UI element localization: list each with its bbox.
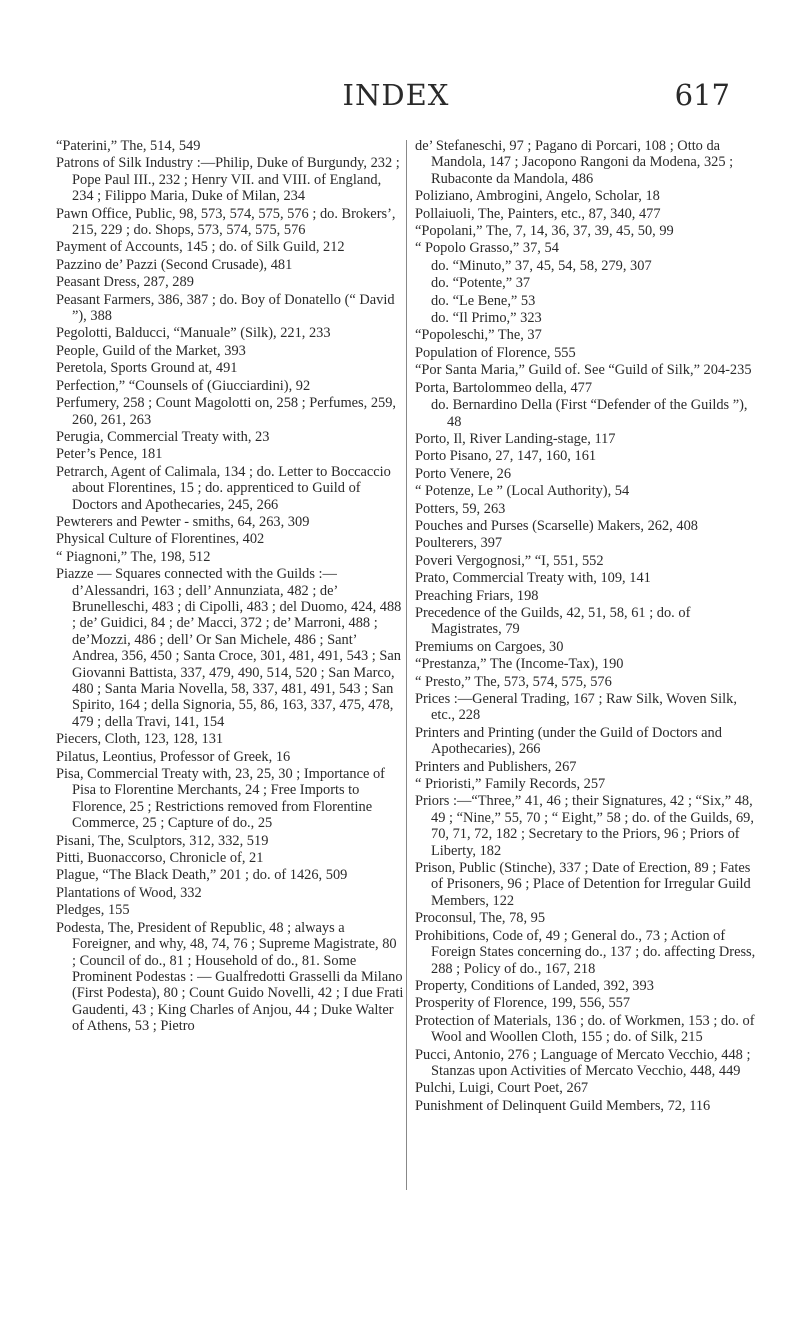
index-entry: Piazze — Squares connected with the Guilds :—d’Alessandri, 163 ; dell’ Annunziata, 482 ; de’ Brunelleschi, 483 ; di Cipolli, 483 ; del Duomo, 424, 488 ; de’ Guidici, 84 ; de’ Macci, 372 ; de’ Marroni, 488 ; de’Mozzi, 486 ; dell’ Or San Michele, 486 ; Sant’ Andrea, 356, 450 ; Santa Croce, 301, 481, 491, 543 ; San Giovanni Battista, 337, 479, 490, 514, 520 ; San Marco, 480 ; Santa Maria Novella, 58, 337, 481, 491, 543 ; San Spirito, 164 ; della Signoria, 55, 86, 163, 337, 475, 478, 479 ; della Travi, 141, 154 [56, 566, 402, 730]
index-entry: Physical Culture of Florentines, 402 [56, 531, 265, 548]
index-entry: Protection of Materials, 136 ; do. of Workmen, 153 ; do. of Wool and Woollen Cloth, 155 ; do. of Silk, 215 [415, 1012, 755, 1046]
index-entry: Priors :—“Three,” 41, 46 ; their Signatures, 42 ; “Six,” 48, 49 ; “Nine,” 55, 70 ; “ Eight,” 58 ; do. of the Guilds, 69, 70, 71, 72, 182 ; Secretary to the Priors, 96 ; Priors of Liberty, 182 [415, 793, 754, 859]
index-entry: “Popoleschi,” The, 37 [415, 327, 542, 344]
index-entry: Porto Venere, 26 [415, 465, 512, 482]
index-entry: “ Piagnoni,” The, 198, 512 [56, 548, 211, 565]
index-entry: Peasant Farmers, 386, 387 ; do. Boy of Donatello (“ David ”), 388 [56, 291, 395, 325]
index-column-left [56, 138, 404, 1036]
running-title: INDEX [342, 78, 450, 112]
index-entry: Patrons of Silk Industry :—Philip, Duke of Burgundy, 232 ; Pope Paul III., 232 ; Henry VII. and VIII. of England, 234 ; Filippo Maria, Duke of Milan, 234 [56, 155, 400, 205]
index-entry: People, Guild of the Market, 393 [56, 342, 246, 359]
index-entry: Printers and Printing (under the Guild of Doctors and Apothecaries), 266 [415, 724, 722, 758]
index-entry: Pegolotti, Balducci, “Manuale” (Silk), 221, 233 [56, 325, 331, 342]
index-entry: Perugia, Commercial Treaty with, 23 [56, 428, 270, 445]
index-entry: Prosperity of Florence, 199, 556, 557 [415, 995, 631, 1012]
index-column-right [415, 138, 763, 1115]
index-entry: “Prestanza,” The (Income-Tax), 190 [415, 656, 624, 673]
index-entry: do. “Le Bene,” 53 [431, 292, 536, 309]
index-entry: Pewterers and Pewter - smiths, 64, 263, 309 [56, 513, 310, 530]
index-entry: Perfumery, 258 ; Count Magolotti on, 258 ; Perfumes, 259, 260, 261, 263 [56, 395, 397, 428]
index-entry: Pitti, Buonaccorso, Chronicle of, 21 [56, 850, 264, 867]
index-entry: “Popolani,” The, 7, 14, 36, 37, 39, 45, 50, 99 [415, 223, 674, 240]
page-number: 617 [674, 78, 730, 112]
index-entry: Payment of Accounts, 145 ; do. of Silk Guild, 212 [56, 239, 345, 256]
index-entry: “Por Santa Maria,” Guild of. See “Guild of Silk,” 204-235 [415, 362, 752, 379]
index-entry: de’ Stefaneschi, 97 ; Pagano di Porcari, 108 ; Otto da Mandola, 147 ; Jacopono Rangoni da Modena, 325 ; Rubaconte da Mandola, 486 [415, 138, 734, 187]
index-entry: Premiums on Cargoes, 30 [415, 638, 564, 655]
index-entry: Punishment of Delinquent Guild Members, 72, 116 [415, 1097, 711, 1114]
index-entry: Porta, Bartolommeo della, 477 [415, 379, 593, 396]
index-entry: Pawn Office, Public, 98, 573, 574, 575, 576 ; do. Brokers’, 215, 229 ; do. Shops, 573, 574, 575, 576 [56, 205, 396, 239]
index-entry: Prices :—General Trading, 167 ; Raw Silk, Woven Silk, etc., 228 [415, 691, 737, 724]
index-entry: Petrarch, Agent of Calimala, 134 ; do. Letter to Boccaccio about Florentines, 15 ; do. apprenticed to Guild of Doctors and Apothecaries, 245, 266 [56, 463, 391, 513]
index-entry: Peter’s Pence, 181 [56, 446, 163, 463]
index-entry: Pisa, Commercial Treaty with, 23, 25, 30 ; Importance of Pisa to Florentine Merchants, 24 ; Free Imports to Florence, 25 ; Restrictions removed from Florentine Commerce, 25 ; Capture of do., 25 [56, 766, 385, 832]
index-entry: Plantations of Wood, 332 [56, 884, 202, 901]
index-entry: Preaching Friars, 198 [415, 587, 539, 604]
index-entry: Prohibitions, Code of, 49 ; General do., 73 ; Action of Foreign States concerning do., 137 ; do. affecting Dress, 288 ; Policy of do., 167, 218 [415, 927, 756, 977]
index-entry: Pouches and Purses (Scarselle) Makers, 262, 408 [415, 517, 698, 534]
index-entry: do. Bernardino Della (First “Defender of the Guilds ”), 48 [431, 397, 748, 430]
index-entry: Prison, Public (Stinche), 337 ; Date of Erection, 89 ; Fates of Prisoners, 96 ; Place of Detention for Irregular Guild Members, 122 [415, 860, 751, 909]
index-entry: do. “Il Primo,” 323 [431, 310, 542, 327]
index-entry: Pollaiuoli, The, Painters, etc., 87, 340, 477 [415, 205, 661, 222]
index-entry: Pilatus, Leontius, Professor of Greek, 16 [56, 748, 291, 765]
index-entry: Peasant Dress, 287, 289 [56, 274, 194, 291]
index-entry: Pisani, The, Sculptors, 312, 332, 519 [56, 832, 269, 849]
page-header [62, 78, 730, 118]
index-entry: Podesta, The, President of Republic, 48 ; always a Foreigner, and why, 48, 74, 76 ; Supreme Magistrate, 80 ; Council of do., 81 ; Household of do., 81. Some Prominent Podestas : — Gualfredotti Grasselli da Milano (First Podesta), 80 ; Count Guido Novelli, 42 ; I due Frati Gaudenti, 43 ; King Charles of Anjou, 44 ; Duke Walter of Athens, 53 ; Pietro [56, 919, 404, 1035]
index-entry: Poveri Vergognosi,” “I, 551, 552 [415, 552, 604, 569]
index-entry: Pucci, Antonio, 276 ; Language of Mercato Vecchio, 448 ; Stanzas upon Activities of Mercato Vecchio, 448, 449 [415, 1046, 751, 1079]
index-entry: do. “Minuto,” 37, 45, 54, 58, 279, 307 [431, 257, 652, 274]
index-entry: Perfection,” “Counsels of (Giucciardini), 92 [56, 377, 311, 394]
index-entry: Peretola, Sports Ground at, 491 [56, 360, 238, 377]
index-entry: Poulterers, 397 [415, 535, 503, 552]
index-entry: “ Prioristi,” Family Records, 257 [415, 776, 606, 793]
index-entry: Porto, Il, River Landing-stage, 117 [415, 430, 616, 447]
index-entry: Population of Florence, 555 [415, 344, 576, 361]
index-entry: Pazzino de’ Pazzi (Second Crusade), 481 [56, 256, 293, 273]
index-entry: Property, Conditions of Landed, 392, 393 [415, 977, 654, 994]
index-entry: Porto Pisano, 27, 147, 160, 161 [415, 448, 597, 465]
index-entry: “ Potenze, Le ” (Local Authority), 54 [415, 483, 630, 500]
index-entry: “ Presto,” The, 573, 574, 575, 576 [415, 673, 612, 690]
index-entry: Precedence of the Guilds, 42, 51, 58, 61 ; do. of Magistrates, 79 [415, 604, 691, 638]
index-entry: Pledges, 155 [56, 902, 130, 919]
index-entry: Prato, Commercial Treaty with, 109, 141 [415, 570, 651, 587]
index-entry: do. “Potente,” 37 [431, 275, 531, 292]
index-entry: Pulchi, Luigi, Court Poet, 267 [415, 1080, 589, 1097]
index-entry: Poliziano, Ambrogini, Angelo, Scholar, 18 [415, 188, 660, 205]
index-entry: “Paterini,” The, 514, 549 [56, 138, 201, 154]
index-entry: Proconsul, The, 78, 95 [415, 910, 546, 927]
index-entry: Potters, 59, 263 [415, 500, 506, 517]
index-entry: “ Popolo Grasso,” 37, 54 [415, 240, 559, 257]
index-entry: Piecers, Cloth, 123, 128, 131 [56, 731, 224, 748]
column-divider [406, 140, 407, 1190]
index-entry: Printers and Publishers, 267 [415, 758, 577, 775]
index-entry: Plague, “The Black Death,” 201 ; do. of 1426, 509 [56, 867, 348, 884]
